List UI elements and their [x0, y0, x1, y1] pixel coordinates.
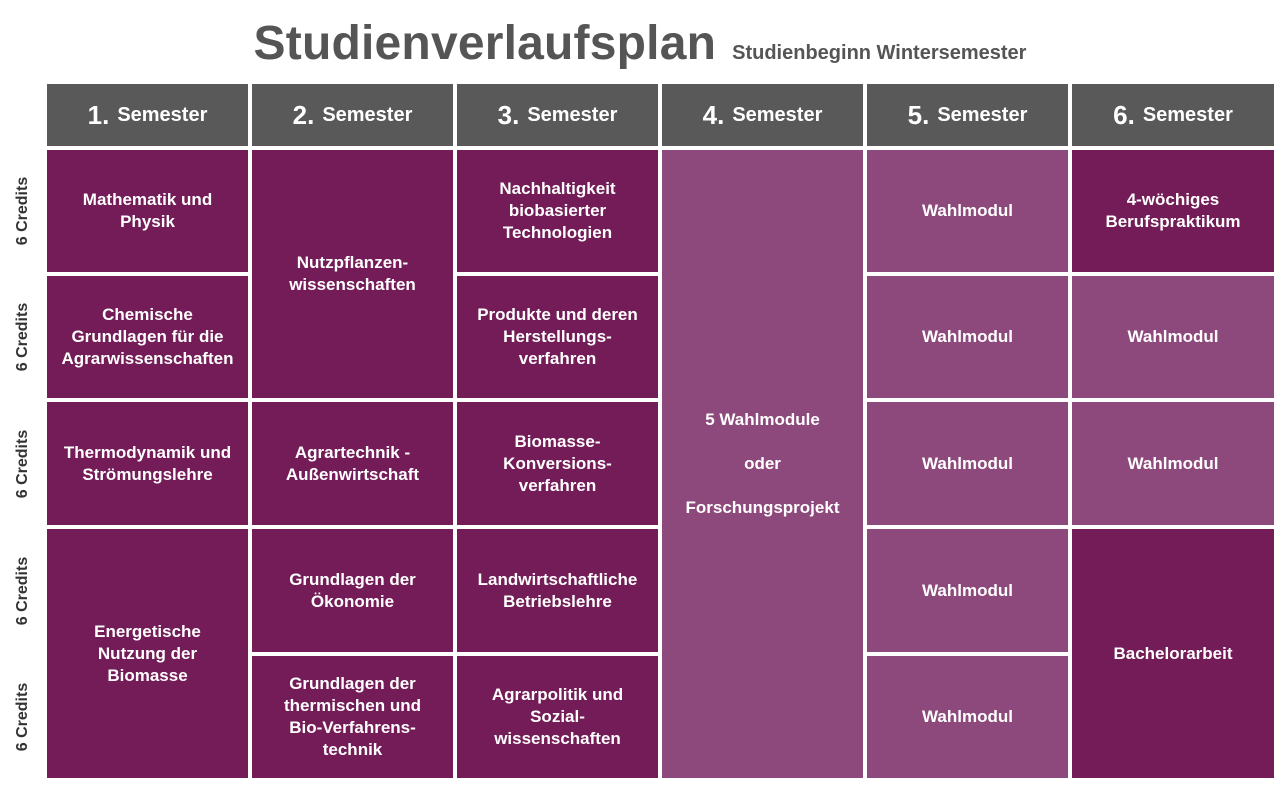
semester-number: 3.	[497, 99, 520, 130]
module-wahlmodule-forschungsprojekt: 5 Wahlmodule oder Forschungsprojekt	[662, 150, 863, 778]
module-berufspraktikum: 4-wöchiges Berufspraktikum	[1072, 150, 1274, 272]
module-bio-verfahrenstechnik: Grundlagen der thermischen und Bio-Verfahrens- technik	[252, 656, 453, 778]
module-agrartechnik: Agrartechnik - Außenwirtschaft	[252, 402, 453, 525]
module-wahlmodul: Wahlmodul	[867, 656, 1068, 778]
module-wahlmodul: Wahlmodul	[867, 402, 1068, 525]
semester-header-2	[252, 84, 453, 146]
module-thermodynamik: Thermodynamik und Strömungslehre	[47, 402, 248, 525]
page-subtitle: Studienbeginn Wintersemester	[732, 42, 1027, 64]
semester-header-3	[457, 84, 658, 146]
module-wahlmodul: Wahlmodul	[867, 150, 1068, 272]
module-agrarpolitik: Agrarpolitik und Sozial- wissenschaften	[457, 656, 658, 778]
semester-label: Semester	[117, 103, 208, 126]
semester-header-1	[47, 84, 248, 146]
module-chemische-grundlagen: Chemische Grundlagen für die Agrarwissenschaften	[47, 276, 248, 398]
semester-label: Semester	[322, 103, 413, 126]
semester-label: Semester	[1142, 103, 1233, 126]
semester-header-5	[867, 84, 1068, 146]
module-wahlmodul: Wahlmodul	[867, 276, 1068, 398]
module-energetische-nutzung: Energetische Nutzung der Biomasse	[47, 529, 248, 778]
module-nachhaltigkeit: Nachhaltigkeit biobasierter Technologien	[457, 150, 658, 272]
semester-number: 4.	[702, 99, 725, 130]
module-wahlmodul: Wahlmodul	[1072, 402, 1274, 525]
semester-header-4	[662, 84, 863, 146]
module-wahlmodul: Wahlmodul	[867, 529, 1068, 652]
credit-label-row-3: 6 Credits	[14, 429, 31, 498]
semester-number: 6.	[1113, 99, 1135, 130]
page-title: Studienverlaufsplan	[253, 17, 717, 70]
module-wahlmodul: Wahlmodul	[1072, 276, 1274, 398]
semester-number: 1.	[87, 99, 110, 130]
module-grundlagen-oekonomie: Grundlagen der Ökonomie	[252, 529, 453, 652]
module-bachelorarbeit: Bachelorarbeit	[1072, 529, 1274, 778]
semester-label: Semester	[937, 103, 1028, 126]
credit-label-row-4: 6 Credits	[14, 556, 31, 625]
semester-label: Semester	[732, 103, 823, 126]
module-mathematik-physik: Mathematik und Physik	[47, 150, 248, 272]
module-produkte-herstellung: Produkte und deren Herstellungs- verfahren	[457, 276, 658, 398]
module-biomasse-konversion: Biomasse- Konversions- verfahren	[457, 402, 658, 525]
module-nutzpflanzenwissenschaften: Nutzpflanzen- wissenschaften	[252, 150, 453, 398]
semester-label: Semester	[527, 103, 618, 126]
semester-header-6	[1072, 84, 1274, 146]
credit-label-row-5: 6 Credits	[14, 682, 31, 752]
credit-label-row-2: 6 Credits	[14, 302, 31, 372]
semester-number: 5.	[907, 99, 930, 130]
credit-label-row-1: 6 Credits	[14, 176, 31, 246]
semester-number: 2.	[292, 99, 315, 130]
title-area	[0, 16, 1280, 71]
module-betriebslehre: Landwirtschaftliche Betriebslehre	[457, 529, 658, 652]
